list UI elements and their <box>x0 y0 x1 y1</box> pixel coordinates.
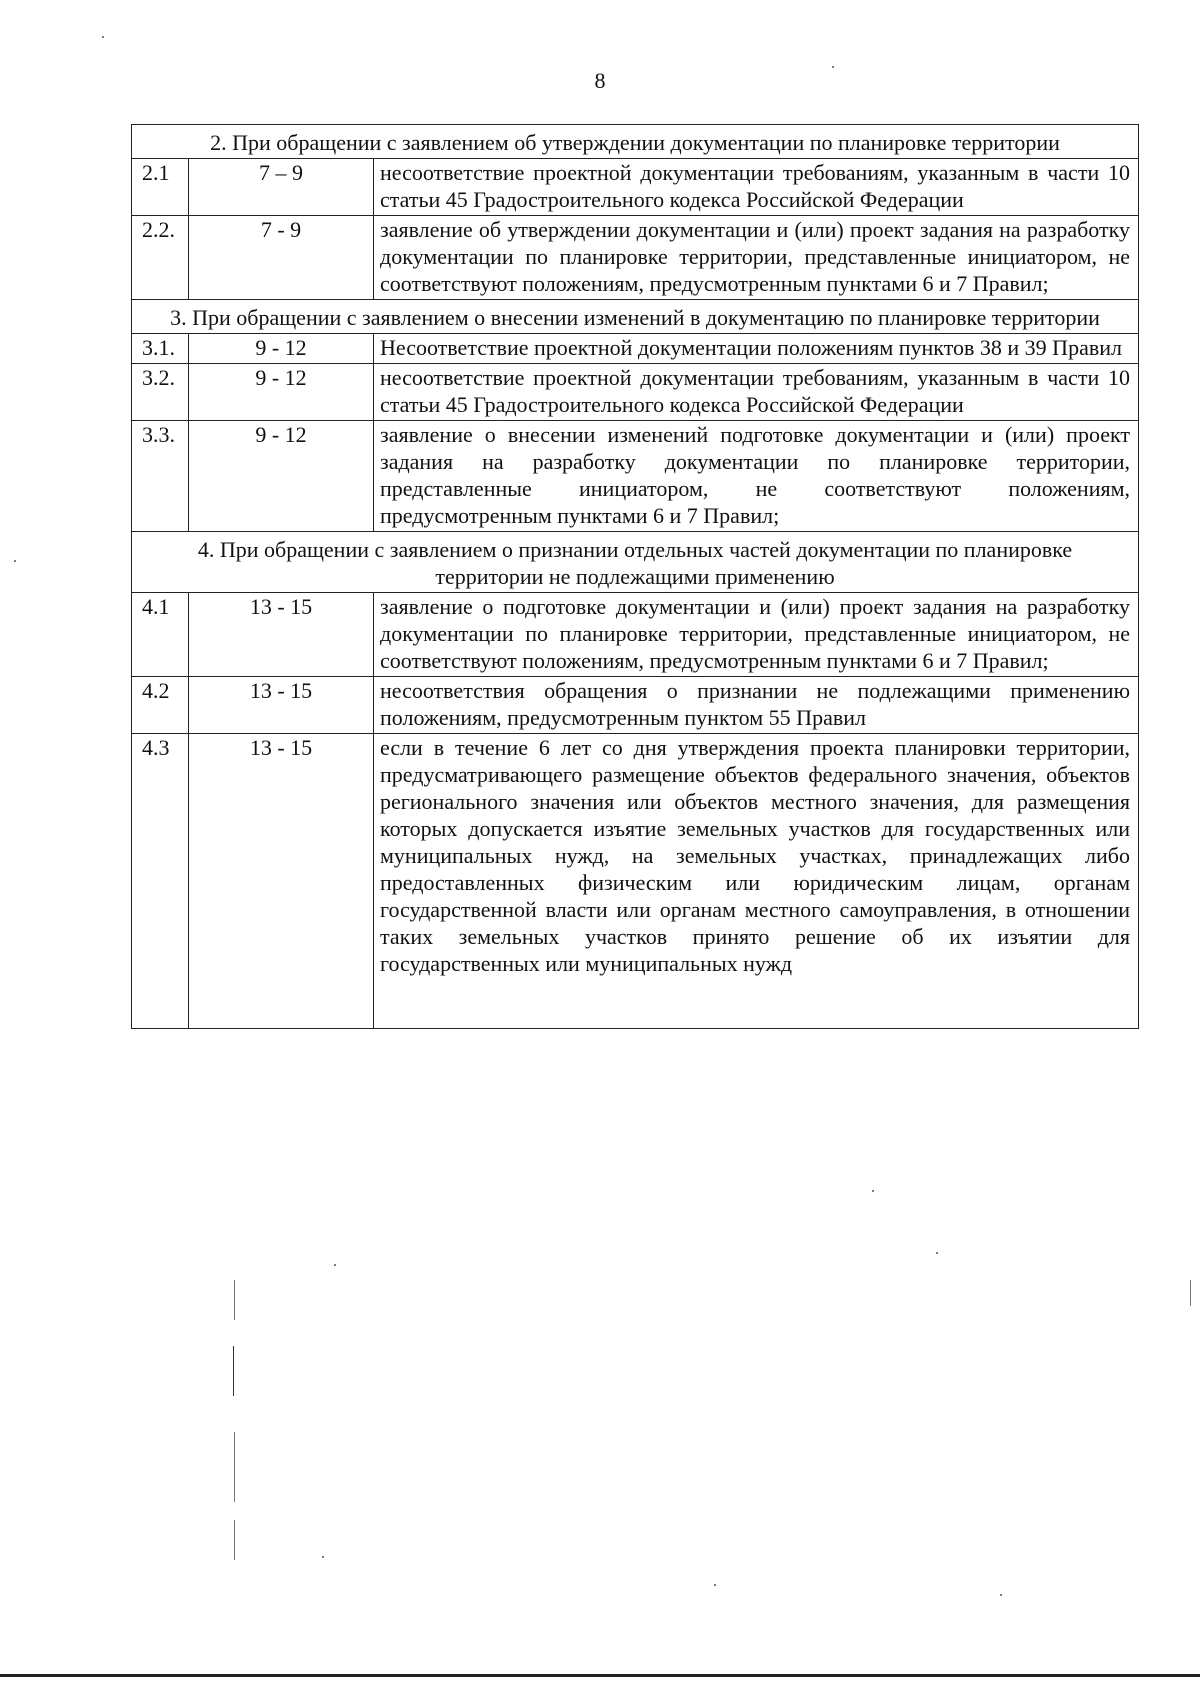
row-points: 7 – 9 <box>189 159 374 216</box>
scan-speck <box>102 36 104 38</box>
scan-line <box>234 1280 235 1320</box>
row-text: несоответствие проектной документации требованиям, указанным в части 10 статьи 45 Градостроительного кодекса Российской Федерации <box>374 159 1139 216</box>
page-number: 8 <box>594 68 606 93</box>
row-number: 3.2. <box>132 364 189 421</box>
scan-speck <box>334 1264 336 1266</box>
row-text: несоответствия обращения о признании не подлежащими применению положениям, предусмотренным пунктом 55 Правил <box>374 677 1139 734</box>
row-number: 2.1 <box>132 159 189 216</box>
section-header-text: 3. При обращении с заявлением о внесении изменений в документацию по планировке территории <box>132 300 1139 334</box>
table-row <box>132 677 1139 734</box>
scan-speck <box>832 66 834 68</box>
scan-line <box>233 1346 234 1396</box>
row-text: заявление о подготовке документации и (или) проект задания на разработку документации по планировке территории, представленные инициатором, не соответствуют положениям, предусмотренным пунктами 6 и 7 Правил; <box>374 593 1139 677</box>
scan-line <box>1190 1280 1191 1306</box>
table-row <box>132 593 1139 677</box>
scan-speck <box>14 560 16 562</box>
scan-bottom-edge <box>0 1674 1200 1677</box>
row-number: 3.1. <box>132 334 189 364</box>
section-header <box>132 125 1139 159</box>
section-header <box>132 300 1139 334</box>
scan-speck <box>1000 1594 1002 1596</box>
row-number: 4.1 <box>132 593 189 677</box>
table-row <box>132 421 1139 532</box>
row-number: 4.3 <box>132 734 189 1029</box>
section-header-text: 2. При обращении с заявлением об утверждении документации по планировке территории <box>132 125 1139 159</box>
table-row <box>132 364 1139 421</box>
grounds-table <box>131 124 1139 1029</box>
row-points: 9 - 12 <box>189 421 374 532</box>
row-number: 2.2. <box>132 216 189 300</box>
row-points: 9 - 12 <box>189 364 374 421</box>
scan-line <box>234 1520 235 1560</box>
section-header-text: 4. При обращении с заявлением о признании отдельных частей документации по планировке территории не подлежащими применению <box>132 532 1139 593</box>
row-points: 7 - 9 <box>189 216 374 300</box>
scan-speck <box>872 1190 874 1192</box>
row-number: 4.2 <box>132 677 189 734</box>
row-points: 13 - 15 <box>189 593 374 677</box>
table-row <box>132 216 1139 300</box>
row-text: несоответствие проектной документации требованиям, указанным в части 10 статьи 45 Градостроительного кодекса Российской Федерации <box>374 364 1139 421</box>
row-points: 13 - 15 <box>189 734 374 1029</box>
row-text: Несоответствие проектной документации положениям пунктов 38 и 39 Правил <box>374 334 1139 364</box>
scan-line <box>234 1432 235 1502</box>
table-row <box>132 334 1139 364</box>
section-header <box>132 532 1139 593</box>
row-text: если в течение 6 лет со дня утверждения проекта планировки территории, предусматривающего размещение объектов федерального значения, объектов регионального значения или объектов местного значения, для размещения которых допускается изъятие земельных участков для государственных или муниципальных нужд, на земельных участках, принадлежащих либо предоставленных физическим или юридическим лицам, органам государственной власти или органам местного самоуправления, в отношении таких земельных участков принято решение об их изъятии для государственных или муниципальных нужд <box>374 734 1139 1029</box>
row-text: заявление о внесении изменений подготовке документации и (или) проект задания на разработку документации по планировке территории, представленные инициатором, не соответствуют положениям, предусмотренным пунктами 6 и 7 Правил; <box>374 421 1139 532</box>
scan-speck <box>936 1252 938 1254</box>
table-row <box>132 159 1139 216</box>
scan-speck <box>714 1584 716 1586</box>
row-points: 9 - 12 <box>189 334 374 364</box>
row-number: 3.3. <box>132 421 189 532</box>
scan-speck <box>322 1556 324 1558</box>
table-row <box>132 734 1139 1029</box>
row-points: 13 - 15 <box>189 677 374 734</box>
row-text: заявление об утверждении документации и (или) проект задания на разработку документации по планировке территории, представленные инициатором, не соответствуют положениям, предусмотренным пунктами 6 и 7 Правил; <box>374 216 1139 300</box>
